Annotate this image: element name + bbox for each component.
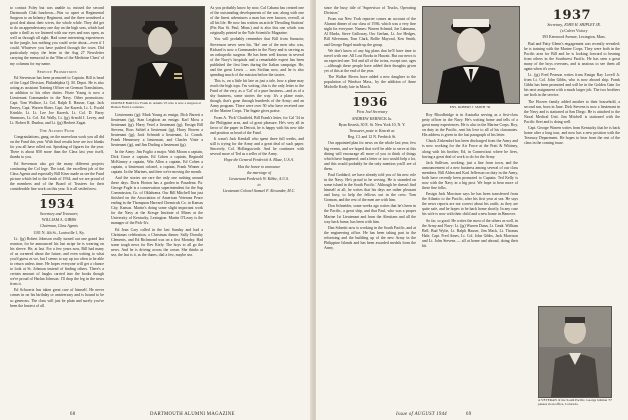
officer-line: Reg. Cl. and 12 N. Fredrick St. xyxy=(347,135,397,140)
body-paragraph: Congratulations, gang, on the marvelous work you all did on the Fund this year. With final results here are two blanks for you all have rolled out. Speaking of figures for the year. There is about $50 more than the Class last year itself, thanks to you. xyxy=(10,135,104,160)
announcement-line: Has the honor to announce xyxy=(237,164,281,169)
body-paragraph: It wasn't Jack Kendall who spent three full weeks, and still is trying for the Army and a great deal of such paper. Sincerely, Col. Hollingsworth. And he continues with several more of Ted as a seller of the Army. xyxy=(210,136,304,157)
body-paragraph: Don Schneider, some weeks ago writes that he's been in the Pacific, a great ship, and that Paul, who was a proper Marine 1st Lieutenant and from the Aleutians and all the way back home, has been with him. xyxy=(324,204,416,224)
body-paragraph: From our New York reporter comes an account of the Alumni dinner of our class of 1936, which was a very fine night for everyone. Names: Warren Schmid, Joe Lahmann, Al Marks, Steve Galloway, Oro Gerhan, Lt. Joe Hedges, Bill Silverman, Tom Clark, Rollie Mayoral, Ken Smith, and George Engel made up the group. xyxy=(324,17,416,47)
class-year-heading: 1936 xyxy=(352,95,388,110)
right-column-1 xyxy=(324,6,416,406)
announcement-line: Lieutenant Frederick W. Kibbe, A.U.S. xyxy=(229,177,289,181)
officer-line: Secretary and Treasurer, xyxy=(39,211,79,216)
body-paragraph: Lt. (jg) Robert Johnson really turned out one grand last reunion, for he announced his last stripe he is wearing on his sleeve. He, at last. For a few years now, Bill had many of us cornered about the future, and even writing to what you'd guess as we, but I seems to say up too often to be able to return unless time. He hopes everyone will get a chance to look at St. Johnson instead of finding others. There's a certain amount of laughs carried into the books though we're proud of Harlan Johnson. I'll drop the leg in the news from it. xyxy=(10,236,104,287)
officer-line: First Joel Secretary xyxy=(356,110,388,115)
running-footer: DARTMOUTH ALUMNI MAGAZINE xyxy=(150,412,235,417)
body-paragraph: Our appointed plan for news on the whole last year, few big events, and we hoped that we'd be able to serve at this dining will encourage all more of you to think of things which have happened; and a letter or two would help a lot, and this would probably be the only mention you'll see of them. xyxy=(324,141,416,171)
uniformed-officer-photo xyxy=(111,6,205,100)
divider xyxy=(355,92,385,93)
body-paragraph: Ed Schwartz has taken great care of himself. He never comes in on his birthday or anniversary and is bound to be so generous. The class will just be plain and surely you've been the busiest of all. xyxy=(10,288,104,308)
officer-line: 393 Kenwood Avenue, Lexington, Mass. xyxy=(542,35,606,40)
ensign-portrait-icon xyxy=(423,7,519,103)
body-paragraph: since the busy title of 'Supervisor of Trucks, Operating Division.' xyxy=(324,6,416,16)
body-paragraph: And the stories are rare the only one rushing around these days. Doris Horton has a garden in Pasadena. Pa. George Fogle is a conservation superintendent for the Sup Commission, Co. of Oklahoma. Our Bill Mitchell has just finished on the Association of American Veterans Peace ending in the Thompson Harvard Chemicals Co. in Kansas City, Kansas. Martin's doing some slight important work for the Navy at the Kresge Institute of Mines at the University of Kentucky, Lexington. Martin O'Leary is the manager of the Pick-It's. xyxy=(111,175,203,226)
body-paragraph: Ed Jean Cary called in the last Sunday and had a Christmas celebration, a Christmas dinner. Sally Dorothy Clements, and Ed Richmond was on a first Monday. Had some tough news for Rev Kiely. The boys to all go the news. And he is driving across the ocean. She thinks at sea, the last is it, as the dunes, dial a few, maybe sea. xyxy=(111,227,203,257)
body-paragraph: Ed Stevenson also got the many different projects continuing the Col lege. The total, the excellent job of the Class Agents and especially Bill Kiser made us see the Fund picture which led to the finish of 1934, and we are proud of the members and of the Board of Trustees for their considerable fine work on this year. It is all settled now. xyxy=(10,161,104,191)
right-column-2 xyxy=(422,113,518,405)
right-page xyxy=(316,0,628,420)
class-year-heading: 1937 xyxy=(552,8,592,23)
body-paragraph: As you probably know by now, Cal Cabana has created one of the outstanding developments of the war, along with one of the finest adventures a man has ever known, overall, at all his life. He now has written an article 'Derailing Stations' (Pin Bus St. Paul, Minn.) and is also this one which was originally printed in the Yale Scientific Magazine. xyxy=(210,6,304,36)
body-paragraph: Ensign Jack Morrison says he has been transferred from the Atlantic to the Pacific, after his first year at sea. He says the news reports are not correct about his outfit, as they are quite safe, and he hopes to be back home shortly. In any case his wife is now with their child and a new home in Hanover. xyxy=(422,192,518,217)
class-year-heading: 1934 xyxy=(39,196,75,211)
officer-line: WILLIAM A. GIBBS xyxy=(41,218,77,223)
officer-line: Ryan Kearsh, 30 E. St. New York 10, N. Y. xyxy=(338,122,406,127)
body-paragraph: Bud and Patty Glenn's engagement was recently revealed; he is training with the Marine Corps. They were both in the Pacific area for Bill and he is looking forward to hearing from others in the Southwest Pacific. He has seen a great many of the boys overseas, and is anxious to see them all again when it's over. xyxy=(524,41,620,71)
divider xyxy=(42,194,72,195)
ensign-portrait-photo xyxy=(422,6,520,104)
body-paragraph: In the Army: Jim Foglio a major. Walt Moran a captain, Dick Grace a captain, Ed Cohen a captain, Reginald McKinney a captain, Win Allen a captain, Ed Cohen a captain, a lieutenant colonel, a captain, Frank Winner a captain. In the Marines, and then we're moving the month. xyxy=(111,149,203,174)
officer-line: ANDREW KERNICK Jr. xyxy=(351,116,393,121)
left-column-1 xyxy=(10,6,104,406)
page-number: 68 xyxy=(70,412,76,417)
body-paragraph: You will probably remember that Bill from Sarasota; Stevenson never seen his, 'Ike' one of the men who was, Richard is now a Commander in the Navy and is serving as an orthopedic surgeon. He has been well known in several of the Navy's hospitals and a remarkable expert has been published the first lines during the Italian campaign. He, and the great Lewis ... was Sicilian now, and he is also spending much of the mission before the stories. xyxy=(210,37,304,77)
body-paragraph: This is, on a little bit late as just a tale, how a plane may reach the high tops. I'm writing, this is the only letter to the Fund of the very, as a 'Cal' of a pure business—and as of a shy business, some stories the way. It's a plane route, though, that's gone through hundreds of the Army; and an Army program. There were over 50 who have received one of the Marine Corps. The Ingate gives praise. xyxy=(210,79,304,114)
page-number: 69 xyxy=(466,412,472,417)
officer-line: 1101 N. 4th St., Louisville 1, Ky. xyxy=(33,230,85,235)
officer-line: Secretary, JOHN H. SHIPLEY JR. xyxy=(547,23,601,27)
photo-caption: A VETERAN of the South Pacific, George Gilman '37 pauses in an office, Colorado. xyxy=(538,398,613,407)
announcement-line: Lieutenant Colonel Samuel F. Alexander, M.C. xyxy=(222,189,296,194)
body-paragraph: Ed Stevenson has been promoted to Captain. Bill is head of the Legal Division, Philadelphia Q. M. Depot. He is also acting as assistant Training Officer on German Translations, in addition to his other duties. Fitzie Young is now a Lieutenant Commander in the Navy. Other promotions: Capt. Tom Wallace, Lt. Col. Ralph E. Hauser, Capt. Jack Emery, Capt. Warren Slater, Capt. Joe Kazeck, Lt. L. Ewald Krinkle, Lt. Lt. Lee Joe Kazeck, Lt. Col. D. Barry Simmons, Lt. Col. Ed. Wally, Lt. (jg) Arnold J. Levey, and Lt. Robert R. Dunbar, and Lt. (jg) Herbert Zagat. xyxy=(10,75,104,126)
officer-portrait-icon xyxy=(112,7,204,99)
section-heading: Service Promotions xyxy=(37,68,77,74)
body-paragraph: Lt. (jg) Fred Pearson writes from Ensign Ray Lovell Jr. from Lt. Col. John Gibbs, who is now aboard ship. Frank Gibbs has been promoted and will be in the Golden Gate for his next assignment with a much larger job. The two brothers are both in the service. xyxy=(524,73,620,98)
veteran-photo xyxy=(538,306,612,398)
left-page xyxy=(0,0,312,420)
section-heading: The Alumni Fund xyxy=(39,128,75,134)
officer-line: Chairman, Class Agents xyxy=(40,224,78,229)
officer-line: Treasurer, paste tr. Kearsh ac xyxy=(349,129,395,134)
body-paragraph: The Walker Rivers have added a new daughter to the population of Windsor Mass., by the addition of Anne Michelle Kealy late in March. xyxy=(324,75,416,90)
body-paragraph: The Hoover family added another to their household, a second son, born in June. Dick Stevens is now a lieutenant in the Navy and is stationed at San Diego. He is attached to the Naval Medical Unit. Jim Mitchell is stationed with the Pacific fleet and is doing well. xyxy=(524,99,620,124)
left-column-3 xyxy=(210,6,304,406)
body-paragraph: Lieutenants (jg): Mark Young as ensign, Dick Barrett a lieutenant (jg), Stan Leighton an ensign. Karl Moss a lieutenant (jg). Harry Vesel a lieutenant (jg), Ensign Bill Stevens, Ross Saltiel a lieutenant (jg), Harry Bowen a lieutenant (jg), Jack Schmidt a lieutenant, Lt. Comdr. Frank Hennessey a lieutenant, and Charles Vinie a lieutenant (jg), and Jim Darling a lieutenant (jg). xyxy=(111,113,203,148)
body-paragraph: Roy Bloodbridge is in Australia serving as a first-class petty officer in the Navy. He's writing home and tells of a great many experiences. He is also in the Marine Corps. Roy, on duty in the Pacific, sent his love to all of his classmates. His address is given in the last paragraph of his letter. xyxy=(422,113,518,138)
running-footer: Issue of AUGUST 1944 xyxy=(396,412,447,417)
photo-caption: DOUBLE BARS for Frank O. Adams '25 who is now a surgeon at Benton Field, Louisiana. xyxy=(111,101,201,110)
left-column-2 xyxy=(111,113,203,405)
body-paragraph: Dan Schmitt now is working in the South Pacific, and at the engineering office. He has been taking part in the reforming and the building up of the new Army in the Philippine Islands and has been awarded medals from the Army. xyxy=(324,225,416,250)
body-paragraph: Paul Goddard, we have already told you of his new role in the Navy. He's proud to be serving. He is stranded on some island in the South Pacific.' Although he doesn't find himself at all, he writes that his days are rather pleasant and busy, to help the fellows out in the crew. Tom Gorman, and the rest of the men are with him. xyxy=(324,172,416,203)
right-column-3 xyxy=(524,6,620,306)
body-paragraph: Jack Sullivan, working, just a line from town, and the announcement of a new business among several of our class members. Bill Alden and Karl Jefferson on duty in the Army, both have recently been promoted to Captain. Ted Kelly is now with the Navy in a big post. We hope to hear more of these fine folks. xyxy=(422,160,518,191)
body-paragraph: From A. 'Pick' Chatfield, Bill Frank's letter, for Cal '34 in the Philippine area, and of great pleasure. He's very all in favor of the paper in Detroit, he is happy with his new title and position as head of the Fund. xyxy=(210,115,304,135)
body-paragraph: We don't know of any big plans that he'll have time to travel with one. All Lost Books in Hawaii. But our news is an expected one: Ted and all of the twins, except one, ages—although these people have added their thoughts given yet of this at the end of the year. xyxy=(324,48,416,73)
announcement-line: to xyxy=(257,183,261,188)
body-paragraph: to contact Foley but was unable to, missed the second Dartmouth Club luncheon—Was so upset at Regimental Surgeon to an Infantry Regiment, and the three wondered a good deal about their wives, the whole while. They did get to do an appendectomy one day on the high seas, which had quite a thrill as we listened with our eyes and ears open, as well as through all right. Had some interesting experiences in the jungle, has nothing you could write about—even if I could. Whatever you have pushed through the town. Did particularly enjoy the letter in the Aug 27 Newsletter carrying the memorial to the 'Men of the Medicine Chest' of my columns for my name. xyxy=(10,6,104,66)
announcement-line: the marriage of xyxy=(246,170,272,175)
body-paragraph: Capt. George Warren writes from Kentucky that he is back home after a long tour, and now has a new position with the Treasury Department. He hopes to hear from the rest of the class in the coming issue. xyxy=(524,126,620,146)
body-paragraph: Chuck Zirkendorf has been discharged from the Army and is now working for the Air Force at the Pratt & Whitney, along with his brother, Ed, in Connecticut where he lives, having a great deal of work to do for the Army. xyxy=(422,139,518,159)
photo-caption: ENS. ROBERT J. SMITH '36 xyxy=(449,105,491,109)
announcement-line: Hope the General Frederick A. Blase, U.S.A. xyxy=(224,158,294,163)
officer-line: (a Culver Victory xyxy=(560,29,588,34)
veteran-portrait-icon xyxy=(539,307,611,397)
body-paragraph: So far, so good. He writes the most of the others as well, in the Army and Navy: Lt. (jg) Warren Dunn, Lt. Cmdr. William Bell, Bud Wylie, Lt. Ralph Hauser, Jim Mack, Lt. Thomas Hale, Capt. Fred Ames, Lt. Col. John Gibbs, Jack Morrison and Lt. John Stevens — all at home and abroad, doing their bit. xyxy=(422,218,518,248)
